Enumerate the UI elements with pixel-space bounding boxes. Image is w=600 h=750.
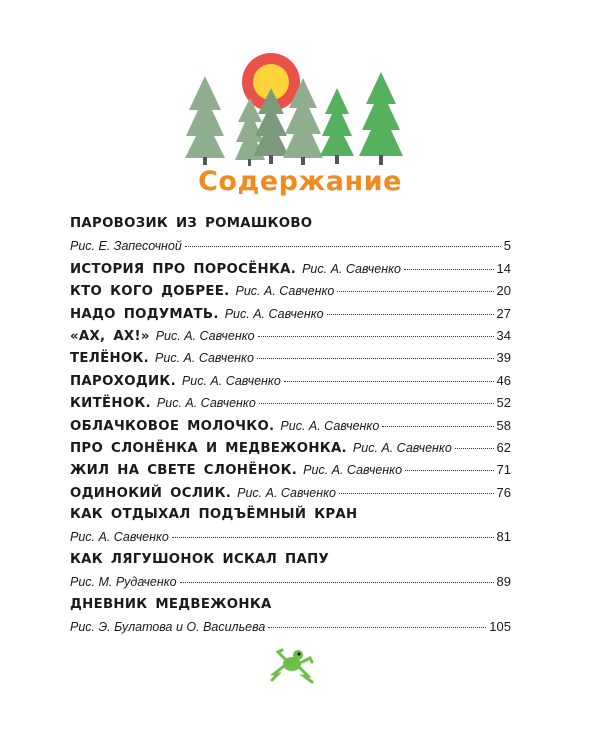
entry-page: 105 [489, 619, 511, 635]
entry-credit: Рис. А. Савченко [181, 373, 281, 388]
toc-entry[interactable] [70, 507, 511, 552]
entry-credit: Рис. А. Савченко [235, 284, 335, 299]
entry-credit: Рис. А. Савченко [280, 418, 380, 433]
entry-title: КИТЁНОК. [70, 396, 151, 412]
leader-dots [404, 269, 494, 270]
entry-page: 58 [496, 417, 511, 433]
entry-title: ИСТОРИЯ ПРО ПОРОСЁНКА. [70, 261, 297, 277]
entry-page: 14 [496, 260, 511, 276]
tree-icon [185, 76, 225, 165]
entry-page: 52 [496, 395, 511, 411]
entry-title: КТО КОГО ДОБРЕЕ. [70, 284, 230, 300]
entry-title: ОДИНОКИЙ ОСЛИК. [70, 485, 232, 501]
leader-dots [337, 291, 493, 292]
toc-entry[interactable] [70, 418, 511, 440]
leader-dots [257, 358, 494, 359]
entry-title: «АХ, АХ!» [70, 328, 150, 344]
entry-title: ПАРОВОЗИК ИЗ РОМАШКОВО [70, 216, 313, 231]
entry-credit: Рис. А. Савченко [302, 261, 401, 276]
entry-credit: Рис. А. Савченко [155, 351, 254, 366]
entry-title: ПАРОХОДИК. [70, 373, 176, 389]
leader-dots [382, 426, 493, 427]
page-title: Содержание [198, 166, 402, 197]
entry-title: ДНЕВНИК МЕДВЕЖОНКА [70, 596, 272, 612]
leader-dots [405, 470, 494, 471]
toc-entry[interactable] [70, 440, 511, 462]
entry-title: ЖИЛ НА СВЕТЕ СЛОНЁНОК. [70, 463, 298, 479]
entry-title: ТЕЛЁНОК. [70, 351, 150, 367]
leader-dots [284, 381, 494, 382]
tree-icon [320, 88, 354, 164]
tree-icon [359, 72, 403, 165]
entry-title: ПРО СЛОНЁНКА И МЕДВЕЖОНКА. [70, 440, 347, 456]
entry-credit: Рис. Э. Булатова и О. Васильева [70, 620, 266, 635]
entry-page: 27 [496, 305, 511, 321]
toc-entry[interactable] [70, 350, 511, 372]
leader-dots [259, 403, 494, 404]
entry-credit: Рис. А. Савченко [224, 306, 324, 321]
leader-dots [268, 627, 486, 628]
entry-title: ОБЛАЧКОВОЕ МОЛОЧКО. [70, 418, 275, 434]
toc-entry[interactable] [70, 485, 511, 507]
entry-credit: Рис. А. Савченко [352, 440, 452, 455]
leader-dots [339, 493, 494, 494]
entry-title: НАДО ПОДУМАТЬ. [70, 306, 219, 322]
entry-page: 46 [496, 372, 511, 388]
entry-credit: Рис. А. Савченко [155, 328, 255, 343]
entry-credit: Рис. Е. Запесочной [70, 239, 182, 254]
entry-page: 71 [496, 462, 511, 478]
leader-dots [258, 336, 494, 337]
entry-page: 89 [496, 574, 511, 590]
leader-dots [172, 537, 494, 538]
toc-entry[interactable] [70, 552, 511, 597]
entry-credit: Рис. М. Рудаченко [70, 575, 177, 590]
table-of-contents [70, 216, 511, 641]
toc-entry[interactable] [70, 328, 511, 350]
entry-credit: Рис. А. Савченко [237, 485, 336, 500]
toc-entry[interactable] [70, 306, 511, 328]
toc-entry[interactable] [70, 283, 511, 305]
entry-title: КАК ЛЯГУШОНОК ИСКАЛ ПАПУ [70, 551, 330, 567]
entry-page: 39 [496, 350, 511, 366]
entry-credit: Рис. А. Савченко [70, 530, 169, 545]
frog-icon [268, 644, 316, 684]
entry-page: 20 [496, 283, 511, 299]
leader-dots [455, 448, 494, 449]
entry-page: 81 [496, 529, 511, 545]
toc-entry[interactable] [70, 216, 511, 261]
toc-entry[interactable] [70, 373, 511, 395]
entry-page: 5 [503, 238, 511, 254]
entry-credit: Рис. А. Савченко [303, 463, 403, 478]
entry-page: 62 [496, 439, 511, 455]
entry-page: 76 [496, 484, 511, 500]
toc-entry[interactable] [70, 462, 511, 484]
forest-sun-illustration [185, 50, 405, 168]
entry-credit: Рис. А. Савченко [156, 396, 256, 411]
toc-entry[interactable] [70, 395, 511, 417]
leader-dots [185, 246, 501, 247]
toc-entry[interactable] [70, 261, 511, 283]
leader-dots [180, 582, 494, 583]
toc-entry[interactable] [70, 597, 511, 642]
entry-page: 34 [496, 327, 511, 343]
leader-dots [327, 314, 494, 315]
entry-title: КАК ОТДЫХАЛ ПОДЪЁМНЫЙ КРАН [70, 507, 358, 523]
